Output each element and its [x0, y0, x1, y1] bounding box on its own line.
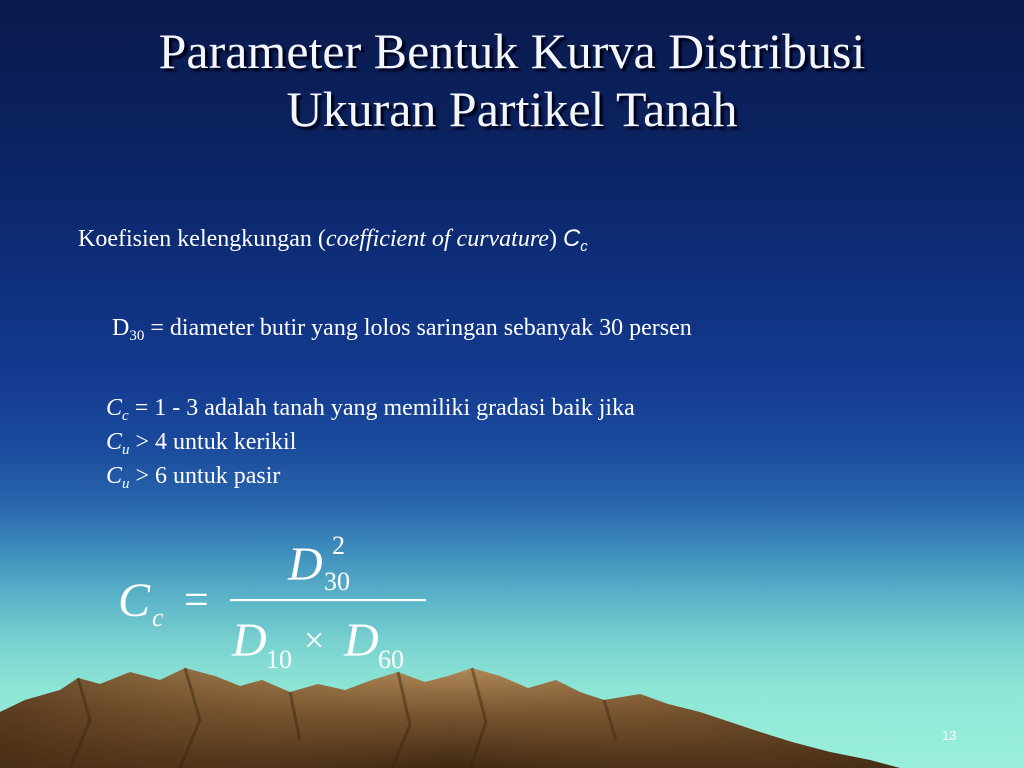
curvature-heading-close: ): [548, 226, 557, 252]
criteria-cu-gravel: $C_u > 4$ untuk kerikil: [106, 429, 297, 458]
formula-den2-sub: 60: [378, 645, 404, 674]
formula-num-sup: 2: [332, 531, 345, 560]
formula-den2: D: [344, 614, 379, 667]
formula-den1-sub: 10: [266, 645, 292, 674]
curvature-heading-text: Koefisien kelengkungan (: [78, 226, 326, 252]
cc-formula: [108, 528, 448, 678]
formula-num: D: [288, 538, 323, 591]
d30-symbol: D: [112, 315, 130, 341]
curvature-heading-italic: coefficient of curvature: [325, 226, 549, 252]
criteria-cc: $C_c = 1 - 3$ adalah tanah yang memiliki gradasi baik jika: [106, 395, 635, 424]
cc-symbol: $C_c$: [562, 225, 588, 255]
slide-title: [0, 22, 1024, 138]
formula-lhs-sub: c: [152, 603, 164, 632]
curvature-heading: [78, 222, 588, 256]
formula-equals: =: [184, 575, 209, 624]
formula-lhs: C: [118, 574, 151, 627]
mountain-shading: [0, 668, 900, 768]
title-line-1: Parameter Bentuk Kurva Distribusi: [158, 23, 866, 79]
slide-number: 13: [942, 728, 957, 743]
formula-den1: D: [232, 614, 267, 667]
formula-num-sub: 30: [324, 567, 350, 596]
formula-times: ×: [304, 620, 325, 660]
d30-definition: [112, 311, 692, 345]
d30-text: = diameter butir yang lolos saringan sebanyak 30 persen: [150, 315, 692, 341]
criteria-cu-sand: $C_u > 6$ untuk pasir: [106, 463, 281, 492]
title-line-2: Ukuran Partikel Tanah: [286, 81, 738, 137]
d30-subscript: 30: [129, 328, 145, 344]
fraction-bar: [230, 599, 426, 601]
